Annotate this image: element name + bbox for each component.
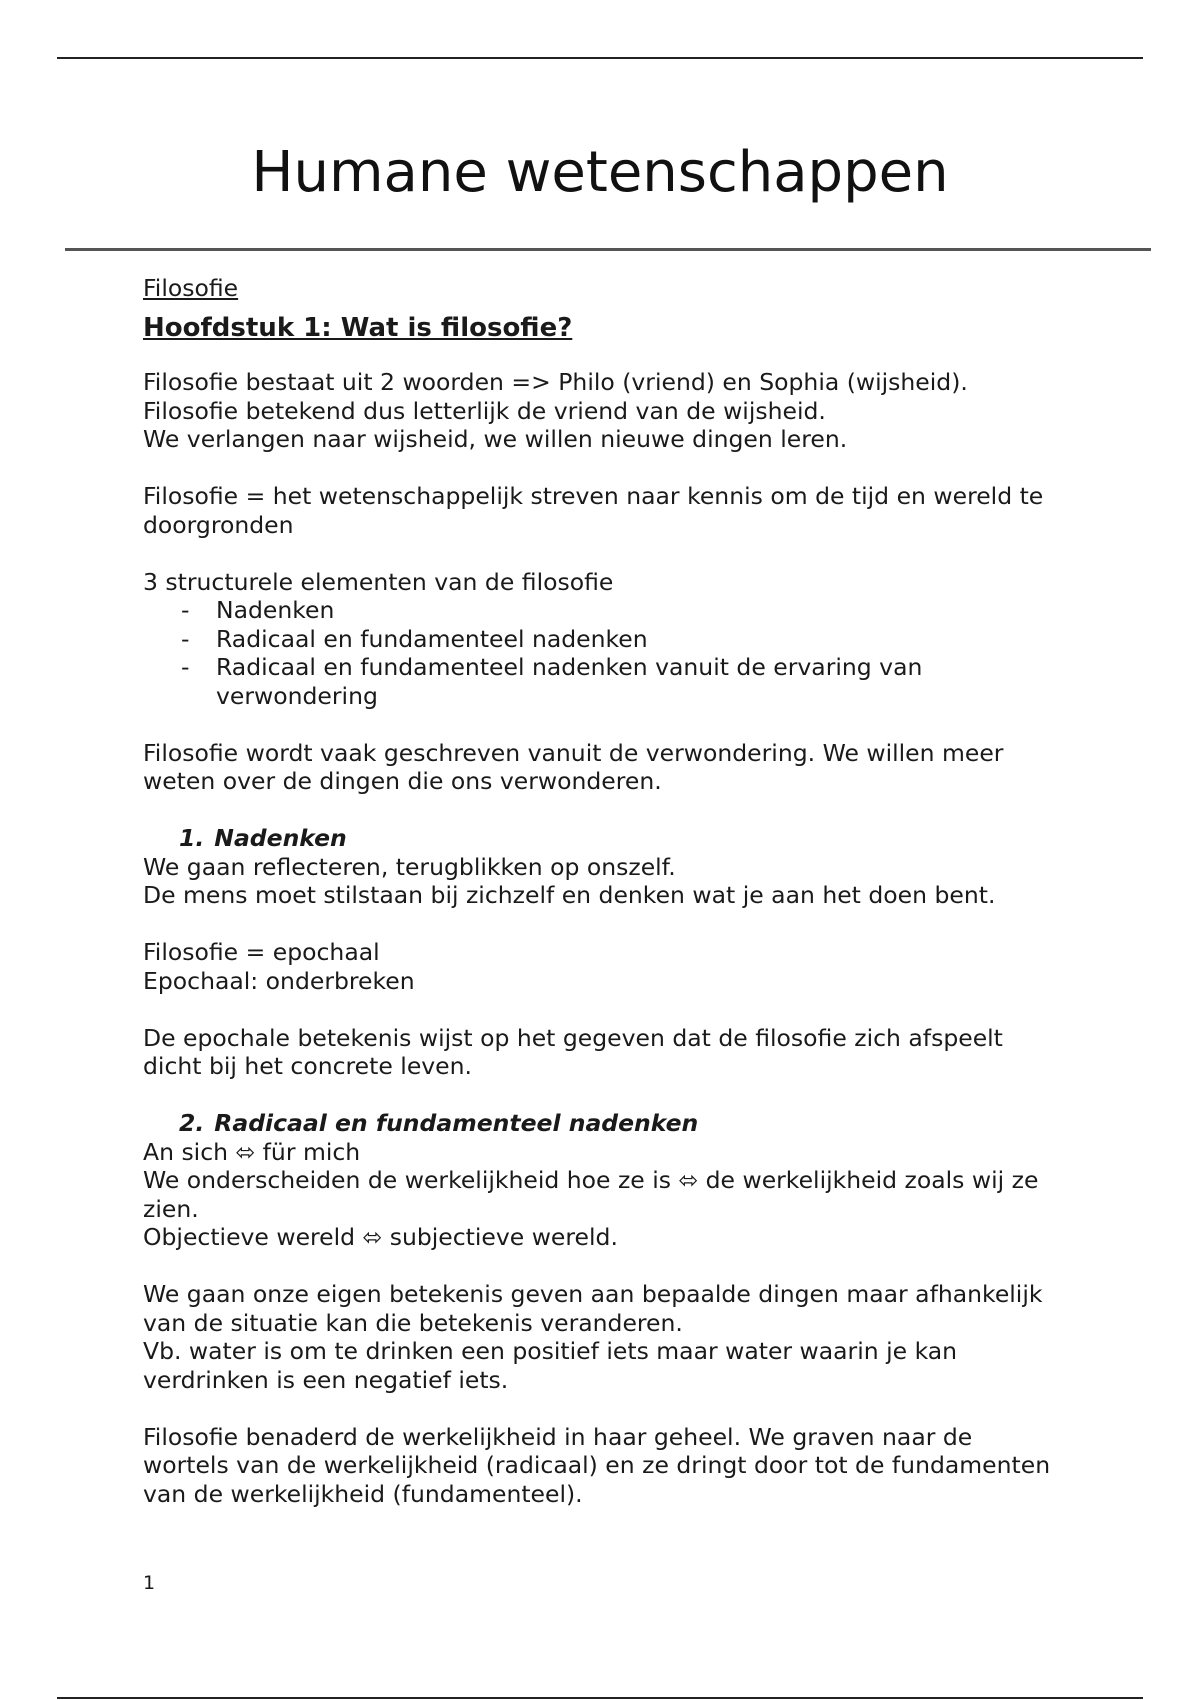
- list-item-text: Radicaal en fundamenteel nadenken vanuit de ervaring van verwondering: [216, 653, 923, 710]
- section-title: Nadenken: [214, 824, 347, 852]
- intro-line: Filosofie betekend dus letterlijk de vriend van de wijsheid.: [143, 396, 826, 425]
- epochaal-line: Epochaal: onderbreken: [143, 966, 415, 995]
- section-line: We onderscheiden de werkelijkheid hoe ze is ⬄ de werkelijkheid zoals wij ze zien.: [143, 1166, 1039, 1223]
- whole-paragraph: Filosofie benaderd de werkelijkheid in haar geheel. We graven naar de wortels van de werkelijkheid (radicaal) en ze dringt door tot de fundamenten van de werkelijkheid (fundamenteel).: [143, 1422, 1051, 1508]
- page-content: [143, 274, 1063, 1508]
- intro-line: Filosofie bestaat uit 2 woorden => Philo (vriend) en Sophia (wijsheid).: [143, 368, 968, 396]
- title-rule: [65, 248, 1151, 251]
- page-number: 1: [143, 1572, 156, 1594]
- section-line: Objectieve wereld ⬄ subjectieve wereld.: [143, 1223, 618, 1251]
- list-item: [143, 625, 1063, 654]
- example-paragraph: Vb. water is om te drinken een positief iets maar water waarin je kan verdrinken is een negatief iets.: [143, 1337, 958, 1394]
- section-line: De mens moet stilstaan bij zichzelf en denken wat je aan het doen bent.: [143, 881, 996, 909]
- header-rule: [57, 57, 1143, 59]
- list-item-text: Radicaal en fundamenteel nadenken: [216, 624, 648, 653]
- epochale-paragraph: De epochale betekenis wijst op het gegeven dat de filosofie zich afspeelt dicht bij het concrete leven.: [143, 1023, 1003, 1080]
- definition-paragraph: Filosofie = het wetenschappelijk streven naar kennis om de tijd en wereld te doorgronden: [143, 482, 1044, 539]
- epochaal-line: Filosofie = epochaal: [143, 938, 380, 966]
- intro-line: We verlangen naar wijsheid, we willen nieuwe dingen leren.: [143, 425, 848, 453]
- dash-bullet: -: [181, 653, 190, 681]
- footer-rule: [57, 1697, 1143, 1699]
- dash-bullet: -: [181, 596, 190, 624]
- section-title: Radicaal en fundamenteel nadenken: [214, 1109, 699, 1137]
- subject-label: Filosofie: [143, 274, 239, 302]
- list-item: [143, 596, 1063, 625]
- elements-list: [143, 596, 1063, 710]
- chapter-heading: Hoofdstuk 1: Wat is filosofie?: [143, 313, 573, 343]
- section-number: 2.: [179, 1109, 205, 1137]
- section-heading-nadenken: [143, 824, 1063, 853]
- section-heading-radicaal: [143, 1109, 1063, 1138]
- document-title: Humane wetenschappen: [251, 140, 949, 205]
- list-item: [143, 653, 1063, 710]
- section-number: 1.: [179, 824, 205, 852]
- dash-bullet: -: [181, 624, 190, 653]
- list-item-text: Nadenken: [216, 596, 335, 624]
- meaning-paragraph: We gaan onze eigen betekenis geven aan bepaalde dingen maar afhankelijk van de situatie kan die betekenis veranderen.: [143, 1280, 1043, 1337]
- wonder-paragraph: Filosofie wordt vaak geschreven vanuit de verwondering. We willen meer weten over de dingen die ons verwonderen.: [143, 738, 1004, 795]
- section-line: An sich ⬄ für mich: [143, 1137, 361, 1166]
- elements-intro: 3 structurele elementen van de filosofie: [143, 567, 614, 596]
- section-line: We gaan reflecteren, terugblikken op onszelf.: [143, 852, 676, 881]
